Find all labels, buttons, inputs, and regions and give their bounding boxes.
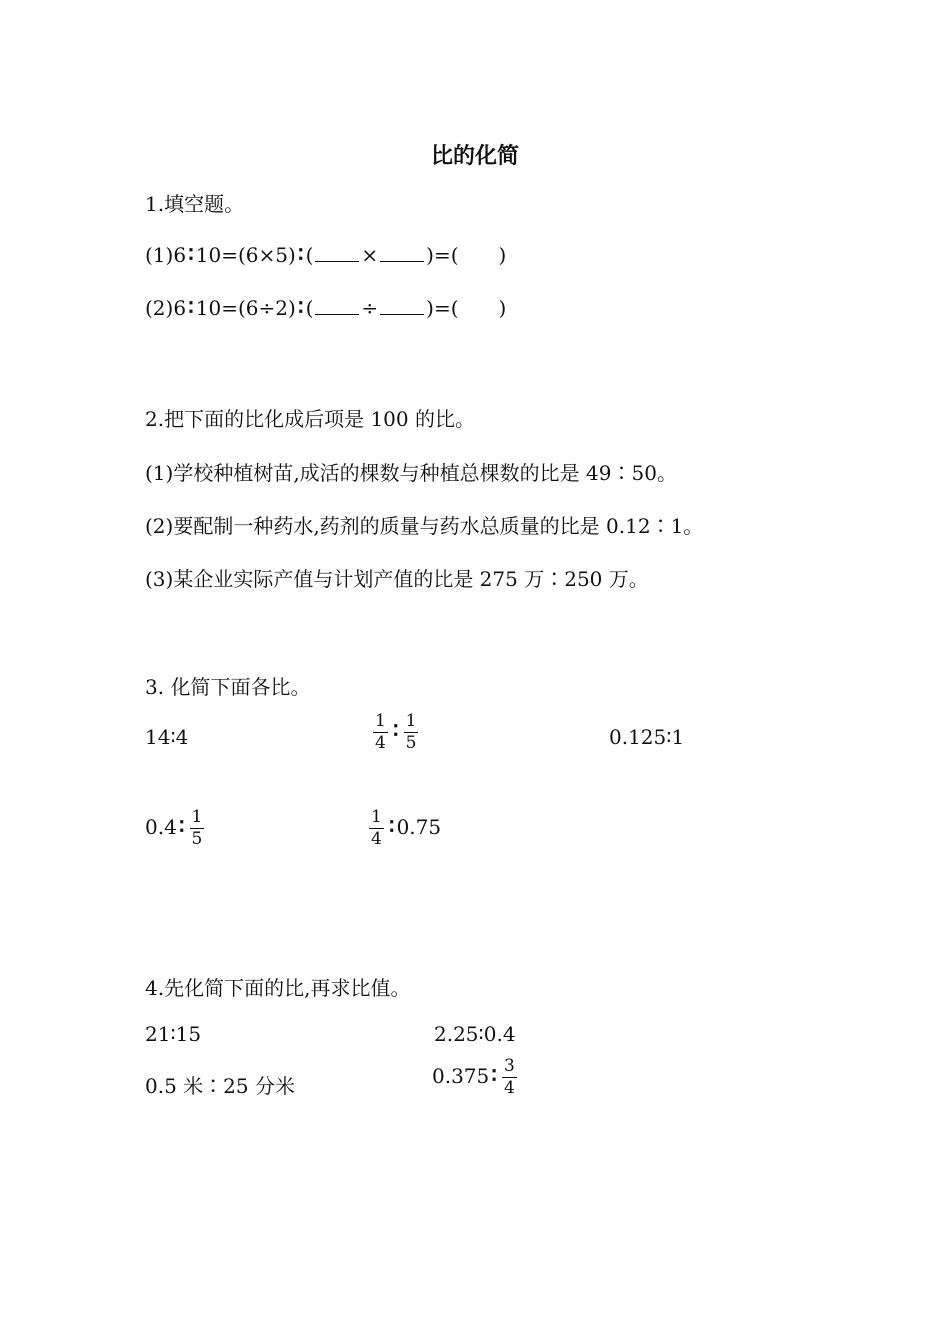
q3-ratio-2: $\frac{1}{4}$ ∶ $\frac{1}{5}$ bbox=[375, 711, 417, 753]
q1-heading: 1.填空题。 bbox=[145, 192, 245, 216]
q2-item-1: (1)学校种植树苗,成活的棵数与种植总棵数的比是 49∶50。 bbox=[145, 461, 677, 485]
q3-ratio-1: 14∶4 bbox=[145, 725, 189, 749]
blank-field[interactable] bbox=[315, 296, 359, 315]
q3-ratio-4: 0.4∶ $\frac{1}{5}$ bbox=[145, 807, 203, 849]
fraction: $\frac{1}{4}$ bbox=[371, 807, 382, 849]
q2-heading: 2.把下面的比化成后项是 100 的比。 bbox=[145, 407, 475, 431]
q1-2-expr: 10=(6÷2) bbox=[195, 296, 296, 320]
q4-ratio-3: 0.5 米∶25 分米 bbox=[145, 1074, 295, 1098]
q1-1-op: × bbox=[361, 243, 379, 267]
fraction: $\frac{1}{5}$ bbox=[405, 711, 417, 753]
q4-ratio-1: 21∶15 bbox=[145, 1022, 202, 1046]
q2-item-3: (3)某企业实际产值与计划产值的比是 275 万∶250 万。 bbox=[145, 567, 649, 591]
page-title: 比的化简 bbox=[431, 144, 520, 169]
q2-item-2: (2)要配制一种药水,药剂的质量与药水总质量的比是 0.12∶1。 bbox=[145, 514, 704, 538]
q1-2-close: )=( bbox=[426, 296, 459, 320]
q1-line-1: (1)6∶ 10=(6×5)∶ ( × )=( ) bbox=[145, 242, 507, 268]
q1-line-2: (2)6∶ 10=(6÷2)∶ ( ÷ )=( ) bbox=[145, 295, 507, 321]
q3-heading: 3. 化简下面各比。 bbox=[145, 675, 311, 699]
blank-field[interactable] bbox=[380, 296, 424, 315]
q4-heading: 4.先化简下面的比,再求比值。 bbox=[145, 976, 411, 1000]
q3-ratio-3: 0.125∶1 bbox=[609, 725, 685, 749]
q3-ratio-5: $\frac{1}{4}$ ∶ 0.75 bbox=[371, 807, 442, 849]
fraction: $\frac{3}{4}$ bbox=[504, 1056, 515, 1098]
q1-1-open: ( bbox=[305, 243, 314, 267]
fraction: $\frac{1}{4}$ bbox=[375, 711, 386, 753]
blank-field[interactable] bbox=[315, 243, 359, 262]
q4-ratio-4: 0.375∶ $\frac{3}{4}$ bbox=[432, 1056, 515, 1098]
blank-field[interactable] bbox=[380, 243, 424, 262]
q1-1-end: ) bbox=[498, 243, 507, 267]
q1-1-expr: 10=(6×5) bbox=[195, 243, 296, 267]
q4-ratio-2: 2.25∶0.4 bbox=[434, 1022, 516, 1046]
q1-2-end: ) bbox=[498, 296, 507, 320]
q1-2-open: ( bbox=[305, 296, 314, 320]
q1-2-op: ÷ bbox=[361, 296, 379, 320]
q1-2-prefix: (2)6 bbox=[145, 296, 187, 320]
q1-1-prefix: (1)6 bbox=[145, 243, 187, 267]
q1-1-close: )=( bbox=[426, 243, 459, 267]
fraction: $\frac{1}{5}$ bbox=[191, 807, 203, 849]
